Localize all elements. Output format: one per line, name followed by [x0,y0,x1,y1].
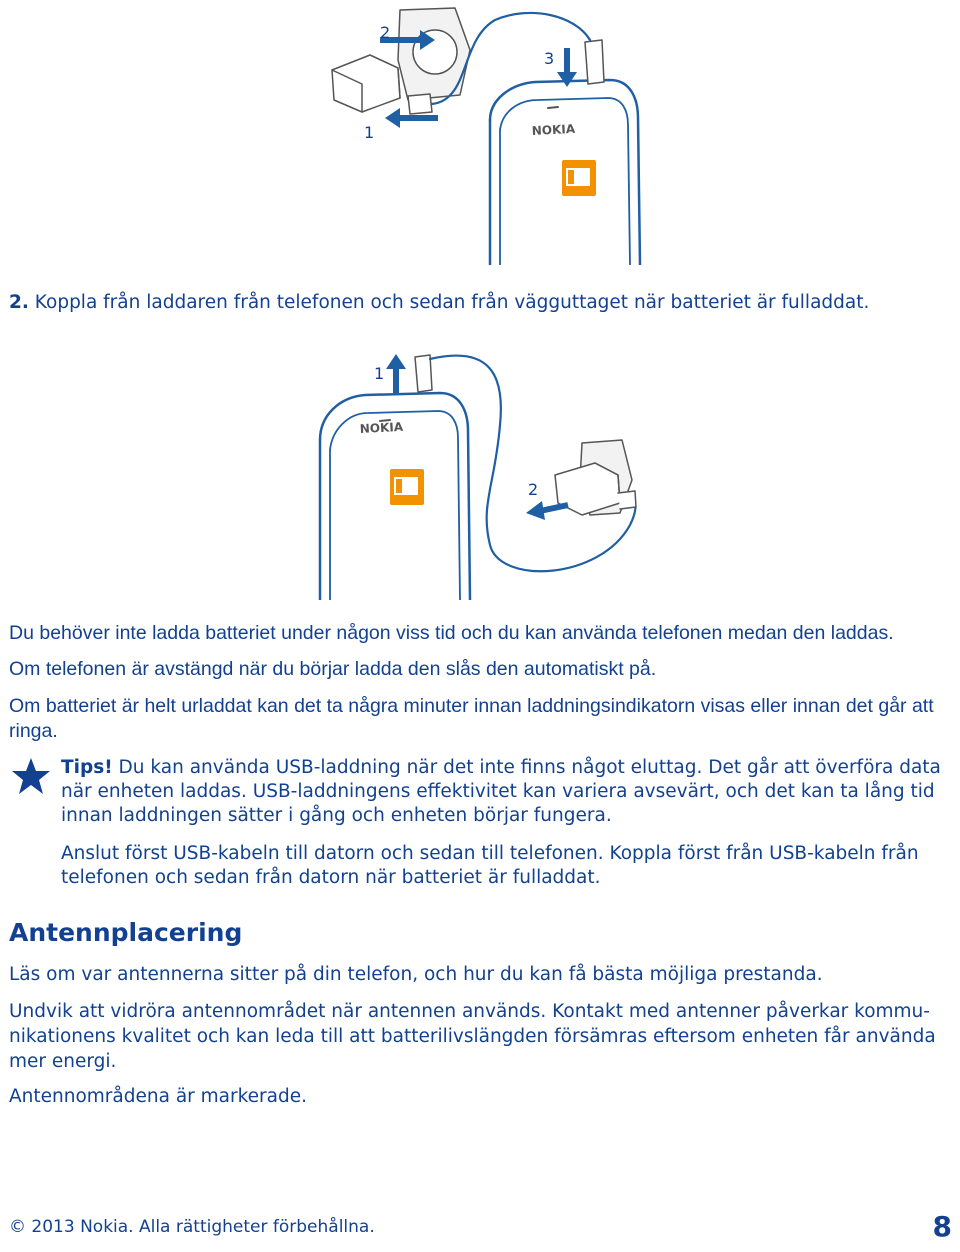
figure2-step-label: 1 [374,364,385,383]
star-icon [10,756,52,796]
figure-connect-charger [320,0,650,265]
section-paragraph: Läs om var antennerna sitter på din telefon, och hur du kan få bästa möjliga prestanda. [9,964,823,985]
svg-text:NOKIA: NOKIA [359,419,404,436]
paragraph-auto-power-on: Om telefonen är avstängd när du börjar ladda den slås den automatiskt på. [9,658,657,680]
figure1-step-label: 1 [364,123,375,142]
section-paragraph: Undvik att vidröra antennområdet när antennen används. Kontakt med antenner påverkar kommu-nikationens kvalitet och kan leda till att batterilivslängden försämras eftersom enheten får använda mer energi. [9,1001,936,1072]
figure2-step-label: 2 [528,480,539,499]
section-paragraph: Antennområdena är markerade. [9,1086,307,1107]
tips-usb-order: Anslut först USB-kabeln till datorn och sedan till telefonen. Koppla först från USB-kabeln från telefonen och sedan från datorn när batteriet är fulladdat. [61,843,919,888]
step-text: Koppla från laddaren från telefonen och sedan från vägguttaget när batteriet är fulladdat. [34,292,870,313]
step-2-instruction [9,290,957,315]
copyright-footer: © 2013 Nokia. Alla rättigheter förbehållna. [9,1217,375,1237]
figure1-step-label: 2 [380,23,391,42]
paragraph-empty-battery: Om batteriet är helt urladdat kan det ta några minuter innan laddningsindikatorn visas eller innan det går att ringa. [9,695,934,742]
figure1-step-label: 3 [544,49,555,68]
tips-text: Du kan använda USB-laddning när det inte finns något eluttag. Det går att överföra data när enheten laddas. USB-laddningens effektivitet kan variera avsevärt, och det kan ta lång tid innan laddningen sätter i gång och enheten börjar fungera. [61,757,941,826]
paragraph-charging-time: Du behöver inte ladda batteriet under någon viss tid och du kan använda telefonen medan den laddas. [9,622,894,644]
step-number: 2. [9,292,29,313]
page-number: 8 [932,1210,952,1243]
tips-paragraph [61,756,959,828]
svg-text:NOKIA: NOKIA [531,121,576,138]
section-title: Antennplacering [9,918,243,947]
tips-label: Tips! [61,757,113,778]
figure-disconnect-charger [300,345,660,600]
